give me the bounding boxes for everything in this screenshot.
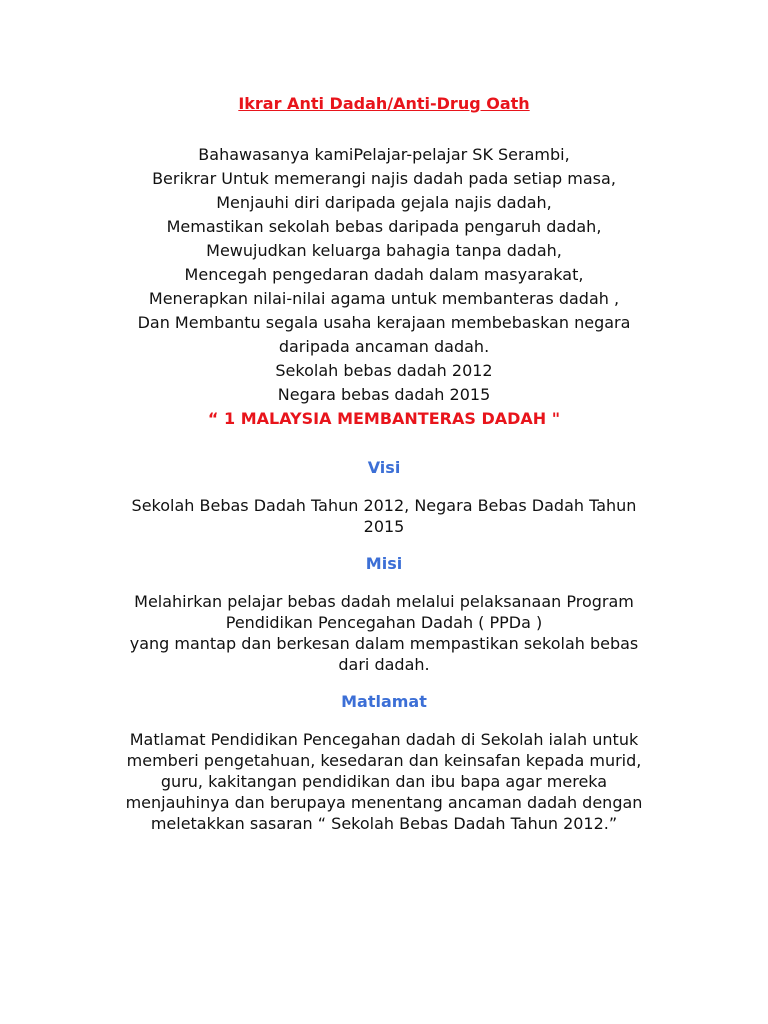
oath-line: Bahawasanya kamiPelajar-pelajar SK Serambi, (198, 145, 570, 164)
oath-line: Memastikan sekolah bebas daripada pengaruh dadah, (166, 217, 602, 236)
section-text-line: 2015 (363, 517, 405, 536)
spacer (0, 537, 768, 552)
oath-line: Mencegah pengedaran dadah dalam masyarakat, (184, 265, 584, 284)
oath-line: Berikrar Untuk memerangi najis dadah pada setiap masa, (152, 169, 616, 188)
oath-line: Dan Membantu segala usaha kerajaan membebaskan negara (137, 313, 631, 332)
oath-line: Menerapkan nilai-nilai agama untuk membanteras dadah , (148, 289, 620, 308)
section-misi (0, 552, 768, 675)
section-text-line: guru, kakitangan pendidikan dan ibu bapa agar mereka (160, 772, 608, 791)
section-text-line: Pendidikan Pencegahan Dadah ( PPDa ) (225, 613, 543, 632)
spacer (0, 675, 768, 690)
section-matlamat (0, 690, 768, 834)
oath-line: daripada ancaman dadah. (278, 337, 490, 356)
section-text-line: memberi pengetahuan, kesedaran dan keinsafan kepada murid, (126, 751, 642, 770)
oath-block (0, 143, 768, 407)
section-text-line: Sekolah Bebas Dadah Tahun 2012, Negara Bebas Dadah Tahun (131, 496, 637, 515)
section-text-line: yang mantap dan berkesan dalam mempastikan sekolah bebas (129, 634, 639, 653)
section-heading: Matlamat (341, 692, 427, 711)
oath-line: Sekolah bebas dadah 2012 (275, 361, 493, 380)
oath-line: Mewujudkan keluarga bahagia tanpa dadah, (206, 241, 562, 260)
section-heading: Misi (365, 554, 403, 573)
oath-line: Menjauhi diri daripada gejala najis dadah, (216, 193, 552, 212)
section-text-line: meletakkan sasaran “ Sekolah Bebas Dadah Tahun 2012.” (150, 814, 618, 833)
oath-line: Negara bebas dadah 2015 (277, 385, 491, 404)
section-heading: Visi (367, 458, 401, 477)
section-visi (0, 456, 768, 537)
section-text-line: Melahirkan pelajar bebas dadah melalui pelaksanaan Program (134, 592, 634, 611)
document-title: Ikrar Anti Dadah/Anti-Drug Oath (238, 94, 530, 113)
slogan: “ 1 MALAYSIA MEMBANTERAS DADAH " (207, 409, 561, 428)
section-text-line: Matlamat Pendidikan Pencegahan dadah di Sekolah ialah untuk (129, 730, 639, 749)
section-text-line: dari dadah. (338, 655, 430, 674)
section-text-line: menjauhinya dan berupaya menentang ancaman dadah dengan (125, 793, 643, 812)
